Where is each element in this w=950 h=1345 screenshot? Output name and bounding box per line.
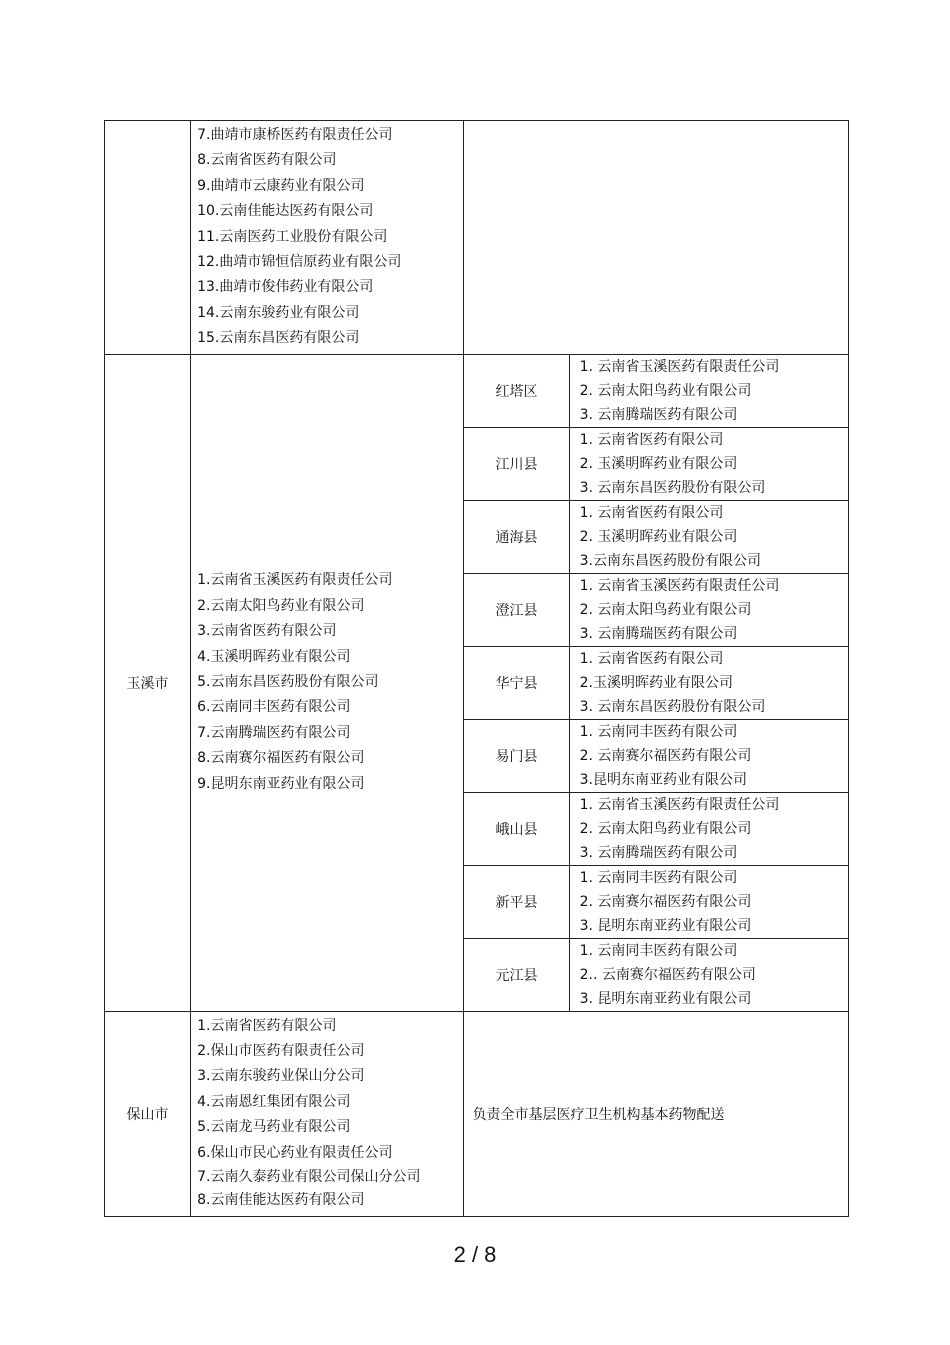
county-name: 元江县 xyxy=(464,938,569,1011)
county-company-list xyxy=(569,646,848,719)
county-name: 易门县 xyxy=(464,719,569,792)
county-name: 江川县 xyxy=(464,427,569,500)
county-company-list xyxy=(569,500,848,573)
distribution-table xyxy=(104,120,849,1217)
county-company-item: 3. 云南腾瑞医药有限公司 xyxy=(579,625,738,642)
company-item: 5.云南龙马药业有限公司 xyxy=(197,1119,351,1136)
qujing-note-cell xyxy=(464,121,849,355)
county-company-item: 1. 云南省医药有限公司 xyxy=(579,431,724,448)
city-cell-empty xyxy=(105,121,191,355)
company-item: 4.云南恩红集团有限公司 xyxy=(197,1093,351,1110)
yuxi-company-list xyxy=(191,354,464,1011)
county-company-item: 1. 云南省玉溪医药有限责任公司 xyxy=(579,358,780,375)
baoshan-row xyxy=(105,1011,849,1216)
county-company-item: 2. 玉溪明晖药业有限公司 xyxy=(579,455,738,472)
county-company-item: 3. 云南腾瑞医药有限公司 xyxy=(579,844,738,861)
baoshan-company-list xyxy=(191,1011,464,1216)
city-name-yuxi: 玉溪市 xyxy=(105,354,191,1011)
county-company-item: 3. 昆明东南亚药业有限公司 xyxy=(579,917,752,934)
county-company-item: 3. 云南东昌医药股份有限公司 xyxy=(579,698,766,715)
company-item: 2.云南太阳鸟药业有限公司 xyxy=(197,597,365,614)
county-company-item: 3. 云南腾瑞医药有限公司 xyxy=(579,406,738,423)
qujing-row xyxy=(105,121,849,355)
company-item: 13.曲靖市俊伟药业有限公司 xyxy=(197,279,374,296)
city-name-baoshan: 保山市 xyxy=(105,1011,191,1216)
company-item: 8.云南佳能达医药有限公司 xyxy=(197,1192,365,1209)
county-name: 红塔区 xyxy=(464,354,569,427)
county-name: 新平县 xyxy=(464,865,569,938)
county-company-item: 1. 云南同丰医药有限公司 xyxy=(579,723,738,740)
county-company-item: 1. 云南省玉溪医药有限责任公司 xyxy=(579,577,780,594)
county-company-item: 1. 云南同丰医药有限公司 xyxy=(579,869,738,886)
county-name: 澄江县 xyxy=(464,573,569,646)
county-company-list xyxy=(569,719,848,792)
qujing-company-list xyxy=(191,121,464,355)
county-company-list xyxy=(569,573,848,646)
company-item: 9.昆明东南亚药业有限公司 xyxy=(197,775,365,792)
company-item: 14.云南东骏药业有限公司 xyxy=(197,304,360,321)
company-item: 7.曲靖市康桥医药有限责任公司 xyxy=(197,127,393,143)
county-company-list xyxy=(569,865,848,938)
county-company-item: 3.云南东昌医药股份有限公司 xyxy=(579,552,761,569)
company-item: 8.云南赛尔福医药有限公司 xyxy=(197,750,365,767)
county-company-list xyxy=(569,427,848,500)
county-company-item: 2.玉溪明晖药业有限公司 xyxy=(579,674,733,691)
county-company-item: 3. 昆明东南亚药业有限公司 xyxy=(579,990,752,1007)
county-name: 通海县 xyxy=(464,500,569,573)
company-item: 11.云南医药工业股份有限公司 xyxy=(197,228,388,245)
county-company-item: 1. 云南同丰医药有限公司 xyxy=(579,942,738,959)
county-company-item: 2. 云南太阳鸟药业有限公司 xyxy=(579,601,752,618)
county-company-item: 2. 云南赛尔福医药有限公司 xyxy=(579,893,752,910)
company-item: 1.云南省玉溪医药有限责任公司 xyxy=(197,572,393,589)
company-item: 10.云南佳能达医药有限公司 xyxy=(197,203,374,220)
county-company-list xyxy=(569,354,848,427)
page-number: 2 / 8 xyxy=(453,1242,497,1267)
company-item: 5.云南东昌医药股份有限公司 xyxy=(197,673,379,690)
county-company-item: 3.昆明东南亚药业有限公司 xyxy=(579,771,747,788)
company-item: 3.云南东骏药业保山分公司 xyxy=(197,1068,365,1085)
county-company-item: 2. 云南赛尔福医药有限公司 xyxy=(579,747,752,764)
company-item: 3.云南省医药有限公司 xyxy=(197,623,337,640)
company-item: 4.玉溪明晖药业有限公司 xyxy=(197,648,351,665)
company-item: 12.曲靖市锦恒信原药业有限公司 xyxy=(197,254,402,271)
company-item: 9.曲靖市云康药业有限公司 xyxy=(197,177,365,194)
county-company-item: 2. 云南太阳鸟药业有限公司 xyxy=(579,820,752,837)
company-item: 2.保山市医药有限责任公司 xyxy=(197,1043,365,1060)
county-company-item: 1. 云南省医药有限公司 xyxy=(579,650,724,667)
county-name: 峨山县 xyxy=(464,792,569,865)
county-company-item: 2. 玉溪明晖药业有限公司 xyxy=(579,528,738,545)
county-company-item: 2. 云南太阳鸟药业有限公司 xyxy=(579,382,752,399)
county-name: 华宁县 xyxy=(464,646,569,719)
county-company-list xyxy=(569,938,848,1011)
county-company-item: 2.. 云南赛尔福医药有限公司 xyxy=(579,966,756,983)
county-company-item: 1. 云南省医药有限公司 xyxy=(579,504,724,521)
baoshan-note: 负责全市基层医疗卫生机构基本药物配送 xyxy=(464,1011,849,1216)
county-company-item: 3. 云南东昌医药股份有限公司 xyxy=(579,479,766,496)
company-item: 7.云南腾瑞医药有限公司 xyxy=(197,724,351,741)
company-item: 6.云南同丰医药有限公司 xyxy=(197,699,351,716)
company-item: 15.云南东昌医药有限公司 xyxy=(197,330,360,347)
company-item: 7.云南久泰药业有限公司保山分公司 xyxy=(197,1169,421,1186)
company-item: 6.保山市民心药业有限责任公司 xyxy=(197,1144,393,1161)
company-item: 1.云南省医药有限公司 xyxy=(197,1017,337,1034)
county-company-item: 1. 云南省玉溪医药有限责任公司 xyxy=(579,796,780,813)
company-item: 8.云南省医药有限公司 xyxy=(197,152,337,169)
county-company-list xyxy=(569,792,848,865)
yuxi-row-0 xyxy=(105,354,849,427)
